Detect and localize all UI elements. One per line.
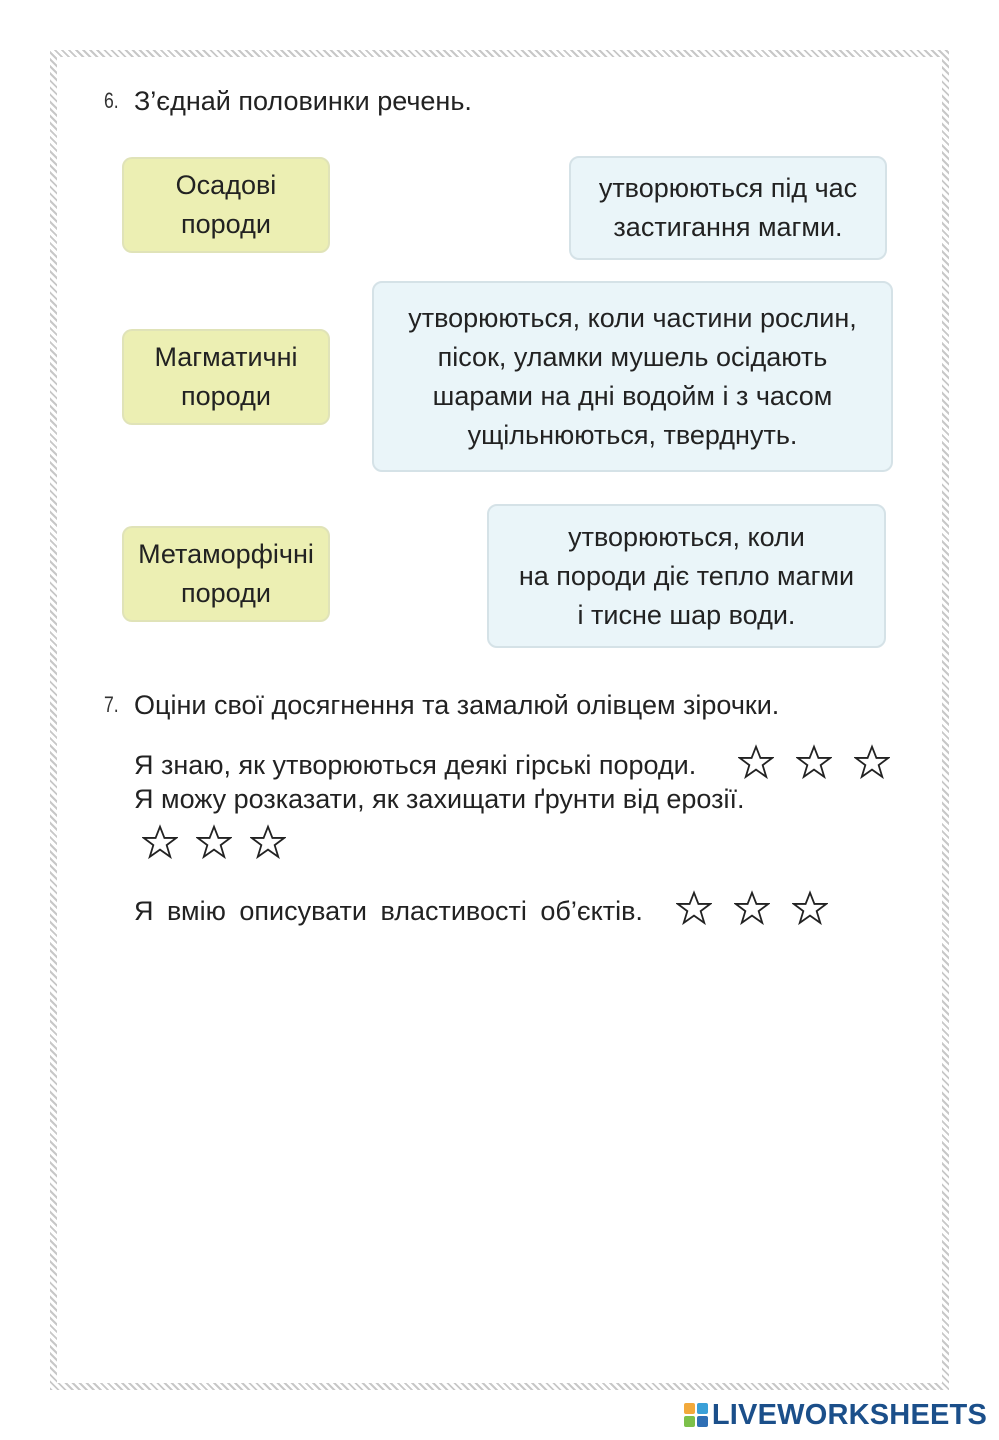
liveworksheets-logo-text: LIVEWORKSHEETS bbox=[711, 1398, 987, 1431]
star-row-1 bbox=[738, 744, 890, 780]
right-item-line: утворюються, коли частини рослин, bbox=[408, 302, 857, 333]
left-item-line: Осадові bbox=[175, 170, 277, 200]
left-item-line: Метаморфічні bbox=[138, 539, 314, 569]
star-row-2 bbox=[142, 824, 286, 860]
right-item-heat-pressure[interactable] bbox=[487, 504, 886, 648]
task6-number: 6. bbox=[104, 88, 119, 113]
logo-tile bbox=[684, 1403, 695, 1414]
rating-statement-3: Я вмію описувати властивості об’єктів. bbox=[134, 896, 643, 926]
star-icon[interactable] bbox=[142, 824, 178, 860]
right-item-line: утворюються під час bbox=[598, 173, 858, 203]
left-item-igneous[interactable] bbox=[122, 329, 330, 425]
star-row-3 bbox=[676, 890, 828, 926]
rating-statement-2: Я можу розказати, як захищати ґрунти від ерозії. bbox=[134, 784, 745, 814]
star-icon[interactable] bbox=[676, 890, 712, 926]
star-icon[interactable] bbox=[792, 890, 828, 926]
right-item-line: ущільнюються, тверднуть. bbox=[467, 419, 798, 450]
left-item-sedimentary[interactable] bbox=[122, 157, 330, 253]
liveworksheets-logo[interactable] bbox=[684, 1398, 987, 1432]
liveworksheets-logo-icon bbox=[684, 1403, 708, 1427]
right-item-line: на породи діє тепло магми bbox=[518, 560, 855, 591]
right-item-layers-settle[interactable] bbox=[372, 281, 893, 472]
left-item-line: породи bbox=[181, 381, 271, 411]
star-icon[interactable] bbox=[854, 744, 890, 780]
logo-tile bbox=[684, 1416, 695, 1427]
right-item-line: і тисне шар води. bbox=[577, 599, 796, 630]
left-item-line: породи bbox=[181, 209, 271, 239]
star-icon[interactable] bbox=[196, 824, 232, 860]
left-item-line: породи bbox=[181, 578, 271, 608]
logo-tile bbox=[697, 1416, 708, 1427]
left-item-line: Магматичні bbox=[154, 342, 298, 372]
task7-number: 7. bbox=[104, 692, 119, 717]
right-item-line: шарами на дні водойм і з часом bbox=[432, 380, 833, 411]
logo-tile bbox=[697, 1403, 708, 1414]
right-item-line: пісок, уламки мушель осідають bbox=[437, 341, 828, 372]
left-item-metamorphic[interactable] bbox=[122, 526, 330, 622]
star-icon[interactable] bbox=[796, 744, 832, 780]
task7-instruction: Оціни свої досягнення та замалюй олівцем зірочки. bbox=[134, 690, 780, 720]
star-icon[interactable] bbox=[734, 890, 770, 926]
star-icon[interactable] bbox=[738, 744, 774, 780]
right-item-magma-solidification[interactable] bbox=[569, 156, 887, 260]
rating-statement-1: Я знаю, як утворюються деякі гірські породи. bbox=[134, 750, 697, 780]
star-icon[interactable] bbox=[250, 824, 286, 860]
right-item-line: утворюються, коли bbox=[568, 521, 805, 552]
right-item-line: застигання магми. bbox=[613, 212, 843, 242]
task6-instruction: З’єднай половинки речень. bbox=[134, 86, 472, 116]
